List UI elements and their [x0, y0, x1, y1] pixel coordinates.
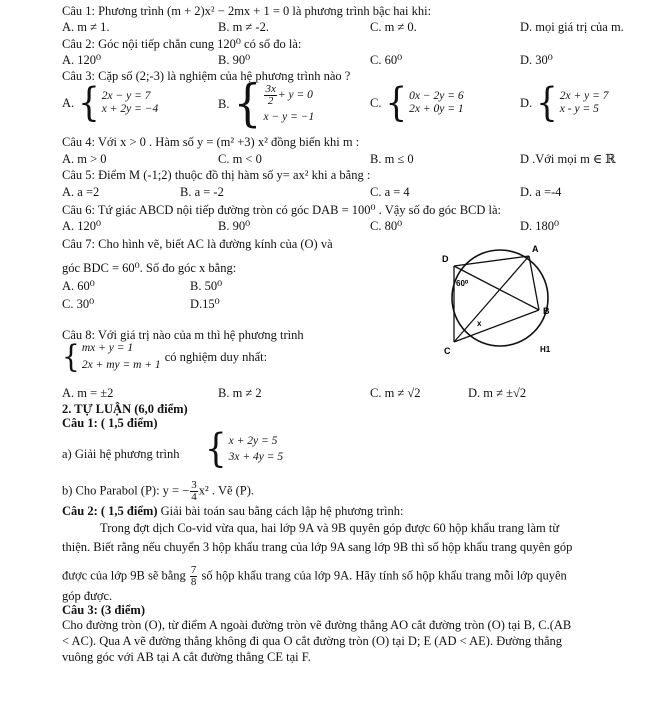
q1-text: Câu 1: Phương trình (m + 2)x² − 2mx + 1 = 0 là phương trình bậc hai khi: — [62, 4, 432, 18]
q3-b-den: 2 — [267, 95, 274, 107]
part2-c2-p4: góp được. — [62, 589, 113, 603]
segment-da — [454, 256, 529, 266]
part2-c1-title: Câu 1: ( 1,5 điểm) — [62, 416, 158, 430]
point-d-label: D — [442, 254, 449, 264]
q7-line2: góc BDC = 60⁰. Số đo góc x bằng: — [62, 261, 237, 275]
q7-option-d: D.15⁰ — [190, 297, 220, 311]
q2-option-a: A. 120⁰ — [62, 53, 102, 67]
segment-db — [454, 266, 539, 310]
q3-c-label: C. — [370, 95, 382, 110]
q3-d-eq2: x - y = 5 — [559, 103, 599, 115]
q8-tail: có nghiệm duy nhất: — [164, 349, 268, 364]
angle-x-label: x — [477, 319, 482, 328]
q3-option-b — [218, 74, 315, 133]
q2-option-c: C. 60⁰ — [370, 53, 403, 67]
q5-option-b: B. a = -2 — [180, 185, 224, 199]
part2-c1b — [62, 480, 254, 503]
q6-option-b: B. 90⁰ — [218, 219, 251, 233]
q3-d-eq1: 2x + y = 7 — [559, 90, 609, 102]
q3-c-eq2: 2x + 0y = 1 — [409, 103, 464, 115]
brace-icon: { — [536, 80, 558, 126]
part2-title: 2. TỰ LUẬN (6,0 điểm) — [62, 402, 188, 416]
q7-option-b: B. 50⁰ — [190, 279, 223, 293]
figure-h-label: H1 — [540, 345, 551, 354]
part2-c2-p3a: được của lớp 9B sẽ bằng — [62, 568, 186, 583]
q8-line1: Câu 8: Với giá trị nào của m thì hệ phương trình — [62, 328, 304, 342]
q3-b-label: B. — [218, 96, 230, 111]
q8-option-d: D. m ≠ ±√2 — [468, 386, 527, 400]
q8-system — [62, 338, 268, 375]
q3-option-c — [370, 80, 464, 126]
q7-option-c: C. 30⁰ — [62, 297, 95, 311]
q4-option-b: B. m ≤ 0 — [370, 152, 414, 166]
q2-option-b: B. 90⁰ — [218, 53, 251, 67]
q3-a-label: A. — [62, 95, 75, 110]
q3-c-eq1: 0x − 2y = 6 — [409, 90, 464, 102]
part2-c2-intro: Giải bài toán sau bằng cách lập hệ phương trình: — [160, 504, 404, 518]
q3-b-num: 3x — [265, 83, 276, 95]
q5-option-a: A. a =2 — [62, 185, 100, 199]
q8-eq1: mx + y = 1 — [81, 342, 134, 354]
q8-option-c: C. m ≠ √2 — [370, 386, 421, 400]
brace-icon: { — [233, 74, 262, 133]
q3-d-label: D. — [520, 95, 533, 110]
part2-c2-heading — [62, 504, 403, 518]
part2-c1a: a) Giải hệ phương trình — [62, 447, 180, 461]
part2-c1b-den: 4 — [191, 491, 197, 503]
q8-eq2: 2x + my = m + 1 — [81, 359, 161, 371]
q6-option-c: C. 80⁰ — [370, 219, 403, 233]
part2-c2-p2: thiện. Biết rằng nếu chuyển 3 hộp khẩu trang của lớp 9A sang lớp 9B thì số hộp khẩu trang quyên góp — [62, 540, 573, 554]
q1-option-a: A. m ≠ 1. — [62, 20, 110, 34]
part2-c3-p1: Cho đường tròn (O), từ điểm A ngoài đường tròn vẽ đường thẳng AO cắt đường tròn (O) tại B, C.(AB — [62, 618, 572, 632]
part2-c2-p3b: số hộp khẩu trang của lớp 9A. Hãy tính số hộp khẩu trang mỗi lớp quyên — [201, 568, 567, 583]
brace-icon: { — [205, 426, 227, 472]
part2-c2-num: 7 — [190, 564, 197, 576]
q3-option-d — [520, 80, 609, 126]
brace-icon: { — [385, 80, 408, 126]
q3-b-eq1: + y = 0 — [277, 89, 313, 102]
q1-option-c: C. m ≠ 0. — [370, 20, 417, 34]
part2-c1a-system — [205, 426, 284, 472]
part2-c2-den: 8 — [190, 576, 197, 588]
q3-option-a — [62, 80, 159, 126]
part2-c2-p3 — [62, 565, 567, 588]
point-a-label: A — [532, 244, 539, 254]
q4-option-c: C. m < 0 — [218, 152, 262, 166]
q4-option-d: D .Với mọi m ∈ ℝ — [520, 152, 616, 166]
angle-label: 60⁰ — [456, 279, 469, 288]
q2-text: Câu 2: Góc nội tiếp chắn cung 120⁰ có số đo là: — [62, 37, 302, 51]
q3-a-eq2: x + 2y = −4 — [101, 103, 159, 115]
q3-text: Câu 3: Cặp số (2;-3) là nghiệm của hệ phương trình nào ? — [62, 69, 351, 83]
q3-b-eq2: x − y = −1 — [263, 111, 315, 123]
q6-option-a: A. 120⁰ — [62, 219, 102, 233]
part2-c1b-num: 3 — [191, 479, 197, 491]
q1-option-b: B. m ≠ -2. — [218, 20, 269, 34]
q2-option-d: D. 30⁰ — [520, 53, 553, 67]
part2-c1a-eq1: x + 2y = 5 — [228, 434, 278, 447]
part2-c3-p3: vuông góc với AB tại A cắt đường thẳng CE tại F. — [62, 650, 311, 664]
brace-icon: { — [78, 80, 100, 126]
circle-figure — [440, 238, 570, 358]
point-c-label: C — [444, 346, 451, 356]
q6-text: Câu 6: Tứ giác ABCD nội tiếp đường tròn có góc DAB = 100⁰ . Vậy số đo góc BCD là: — [62, 203, 502, 217]
q7-line1: Câu 7: Cho hình vẽ, biết AC là đường kính của (O) và — [62, 237, 333, 251]
q7-option-a: A. 60⁰ — [62, 279, 95, 293]
part2-c2-p1: Trong đợt dịch Co-vid vừa qua, hai lớp 9A và 9B quyên góp được 60 hộp khẩu trang làm từ — [100, 521, 560, 535]
q4-option-a: A. m > 0 — [62, 152, 107, 166]
point-b-label: B — [543, 306, 550, 316]
q1-option-d: D. mọi giá trị của m. — [520, 20, 624, 34]
q8-option-a: A. m = ±2 — [62, 386, 114, 400]
segment-cb — [454, 310, 539, 342]
q8-option-b: B. m ≠ 2 — [218, 386, 262, 400]
part2-c3-title: Câu 3: (3 điểm) — [62, 603, 145, 617]
part2-c1b-pre: b) Cho Parabol (P): y = − — [62, 483, 190, 498]
q5-option-d: D. a =-4 — [520, 185, 562, 199]
q5-option-c: C. a = 4 — [370, 185, 410, 199]
brace-icon: { — [62, 338, 80, 375]
q5-text: Câu 5: Điểm M (-1;2) thuộc đồ thị hàm số y= ax² khi a bằng : — [62, 168, 371, 182]
q4-text: Câu 4: Với x > 0 . Hàm số y = (m² +3) x² đồng biến khi m : — [62, 135, 360, 149]
part2-c1b-post: x² . Vẽ (P). — [198, 483, 255, 498]
part2-c1a-eq2: 3x + 4y = 5 — [228, 450, 284, 463]
q3-a-eq1: 2x − y = 7 — [101, 90, 151, 102]
part2-c3-p2: < AC). Qua A vẽ đường thẳng không đi qua O cắt đường tròn (O) tại D; E (AD < AE). Đường thẳng — [62, 634, 563, 648]
q6-option-d: D. 180⁰ — [520, 219, 560, 233]
part2-c2-title: Câu 2: ( 1,5 điểm) — [62, 504, 158, 518]
